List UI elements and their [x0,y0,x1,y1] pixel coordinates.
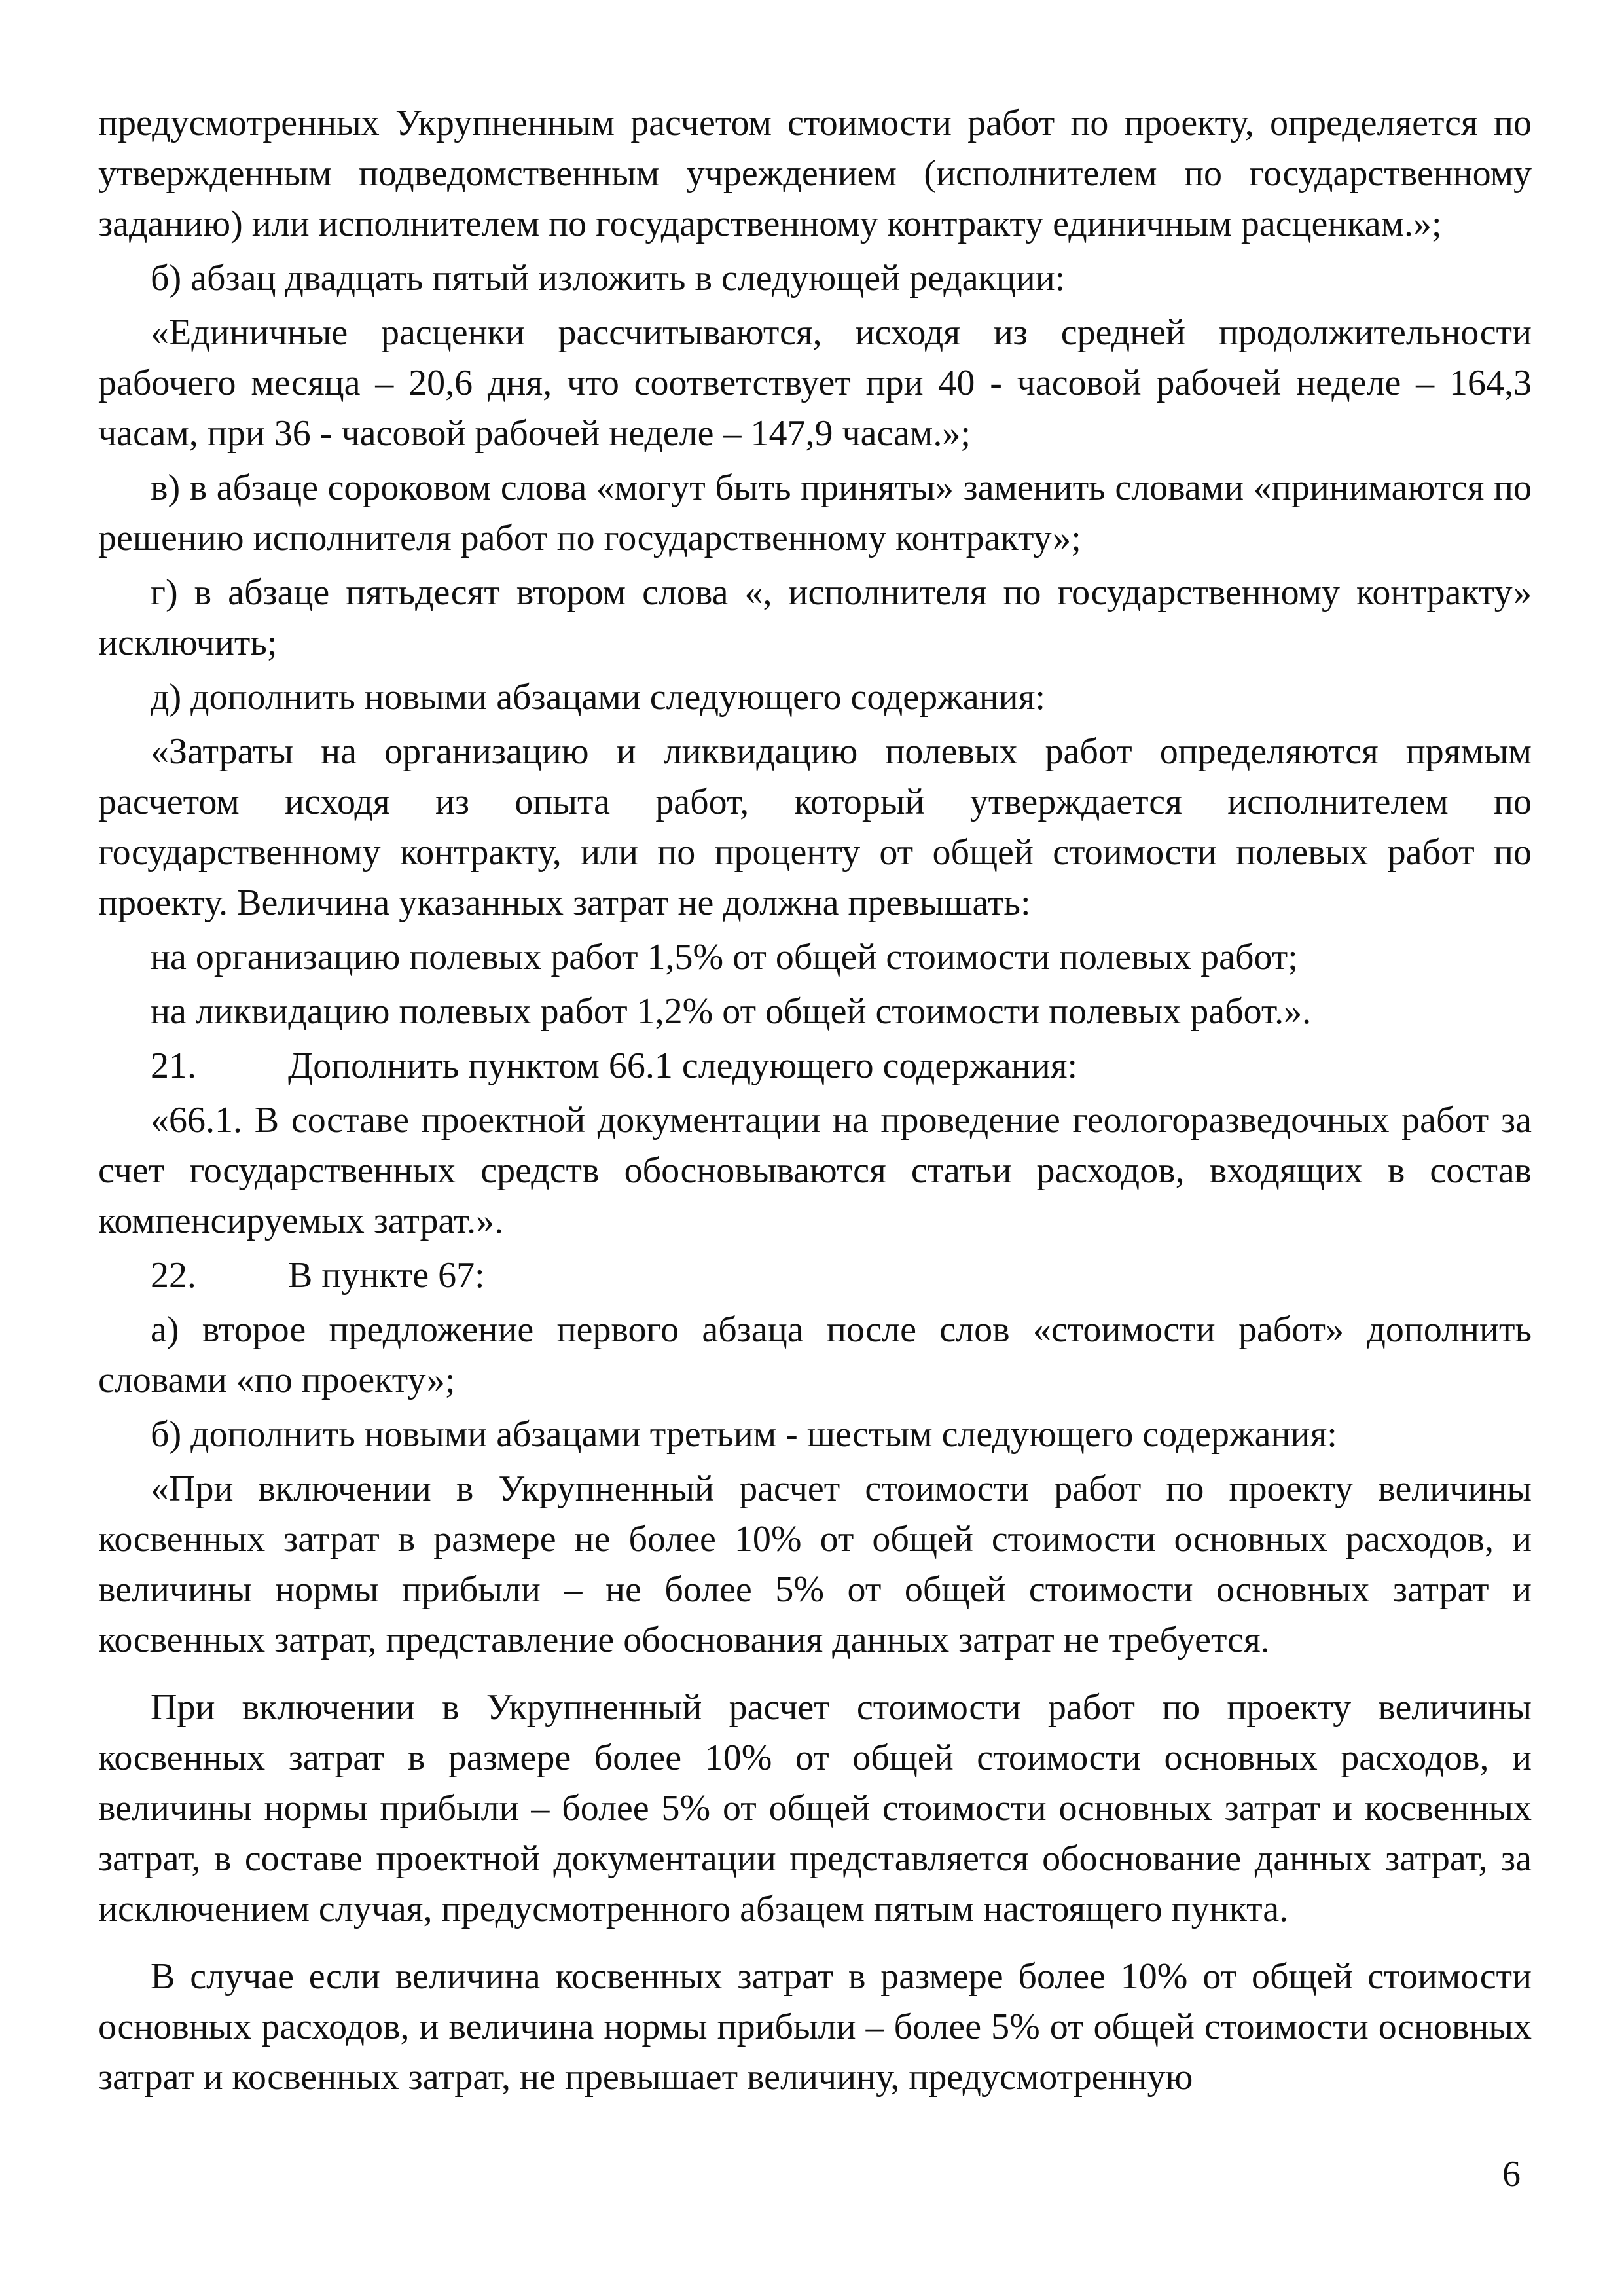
item-21-number: 21. [151,1046,196,1086]
page-number: 6 [1502,2154,1521,2195]
item-22-text: В пункте 67: [288,1255,485,1296]
paragraph-b-abzac-25: б) абзац двадцать пятый изложить в следующей редакции: [151,258,1066,299]
paragraph-v-abzac-40: в) в абзаце сороковом слова «могут быть приняты» заменить словами «принимаются по решению исполнителя работ по государственному контракту»; [98,467,1532,558]
paragraph-g-abzac-52: г) в абзаце пятьдесят втором слова «, исполнителя по государственному контракту» исключить; [98,572,1532,663]
item-22 [98,1250,1532,1301]
paragraph-quote-66-1: «66.1. В составе проектной документации на проведение геологоразведочных работ за счет государственных средств обосновываются статьи расходов, входящих в состав компенсируемых затрат.». [98,1100,1532,1241]
paragraph-quote-field-costs: «Затраты на организацию и ликвидацию полевых работ определяются прямым расчетом исходя из опыта работ, который утверждается исполнителем по государственному контракту, или по проценту от общей стоимости полевых работ по проекту. Величина указанных затрат не должна превышать: [98,731,1532,923]
paragraph-continuation: предусмотренных Укрупненным расчетом стоимости работ по проекту, определяется по утвержденным подведомственным учреждением (исполнителем по государственному заданию) или исполнителем по государственному контракту единичным расценкам.»; [98,103,1532,244]
document-page [98,98,1532,2107]
item-21 [98,1041,1532,1091]
paragraph-liquidation-limit: на ликвидацию полевых работ 1,2% от общей стоимости полевых работ.». [151,991,1312,1032]
paragraph-d-add: д) дополнить новыми абзацами следующего содержания: [151,677,1045,718]
paragraph-indirect-costs-justification: При включении в Укрупненный расчет стоимости работ по проекту величины косвенных затрат в размере более 10% от общей стоимости основных расходов, и величины нормы прибыли – более 5% от общей стоимости основных затрат и косвенных затрат, в составе проектной документации представляется обоснование данных затрат, за исключением случая, предусмотренного абзацем пятым настоящего пункта. [98,1687,1532,1929]
item-22-number: 22. [151,1255,196,1296]
paragraph-quote-rates: «Единичные расценки рассчитываются, исходя из средней продолжительности рабочего месяца – 20,6 дня, что соответствует при 40 - часовой рабочей неделе – 164,3 часам, при 36 - часовой рабочей неделе – 147,9 часам.»; [98,312,1532,454]
paragraph-b-add-3-6: б) дополнить новыми абзацами третьим - шестым следующего содержания: [151,1414,1337,1455]
item-21-text: Дополнить пунктом 66.1 следующего содержания: [288,1046,1078,1086]
paragraph-quote-indirect-costs: «При включении в Укрупненный расчет стоимости работ по проекту величины косвенных затрат в размере не более 10% от общей стоимости основных расходов, и величины нормы прибыли – не более 5% от общей стоимости основных затрат и косвенных затрат, представление обоснования данных затрат не требуется. [98,1468,1532,1660]
paragraph-exception-case: В случае если величина косвенных затрат в размере более 10% от общей стоимости основных расходов, и величина нормы прибыли – более 5% от общей стоимости основных затрат и косвенных затрат, не превышает величину, предусмотренную [98,1956,1532,2098]
paragraph-a-second-sentence: а) второе предложение первого абзаца после слов «стоимости работ» дополнить словами «по проекту»; [98,1309,1532,1400]
paragraph-organization-limit: на организацию полевых работ 1,5% от общей стоимости полевых работ; [151,937,1298,977]
